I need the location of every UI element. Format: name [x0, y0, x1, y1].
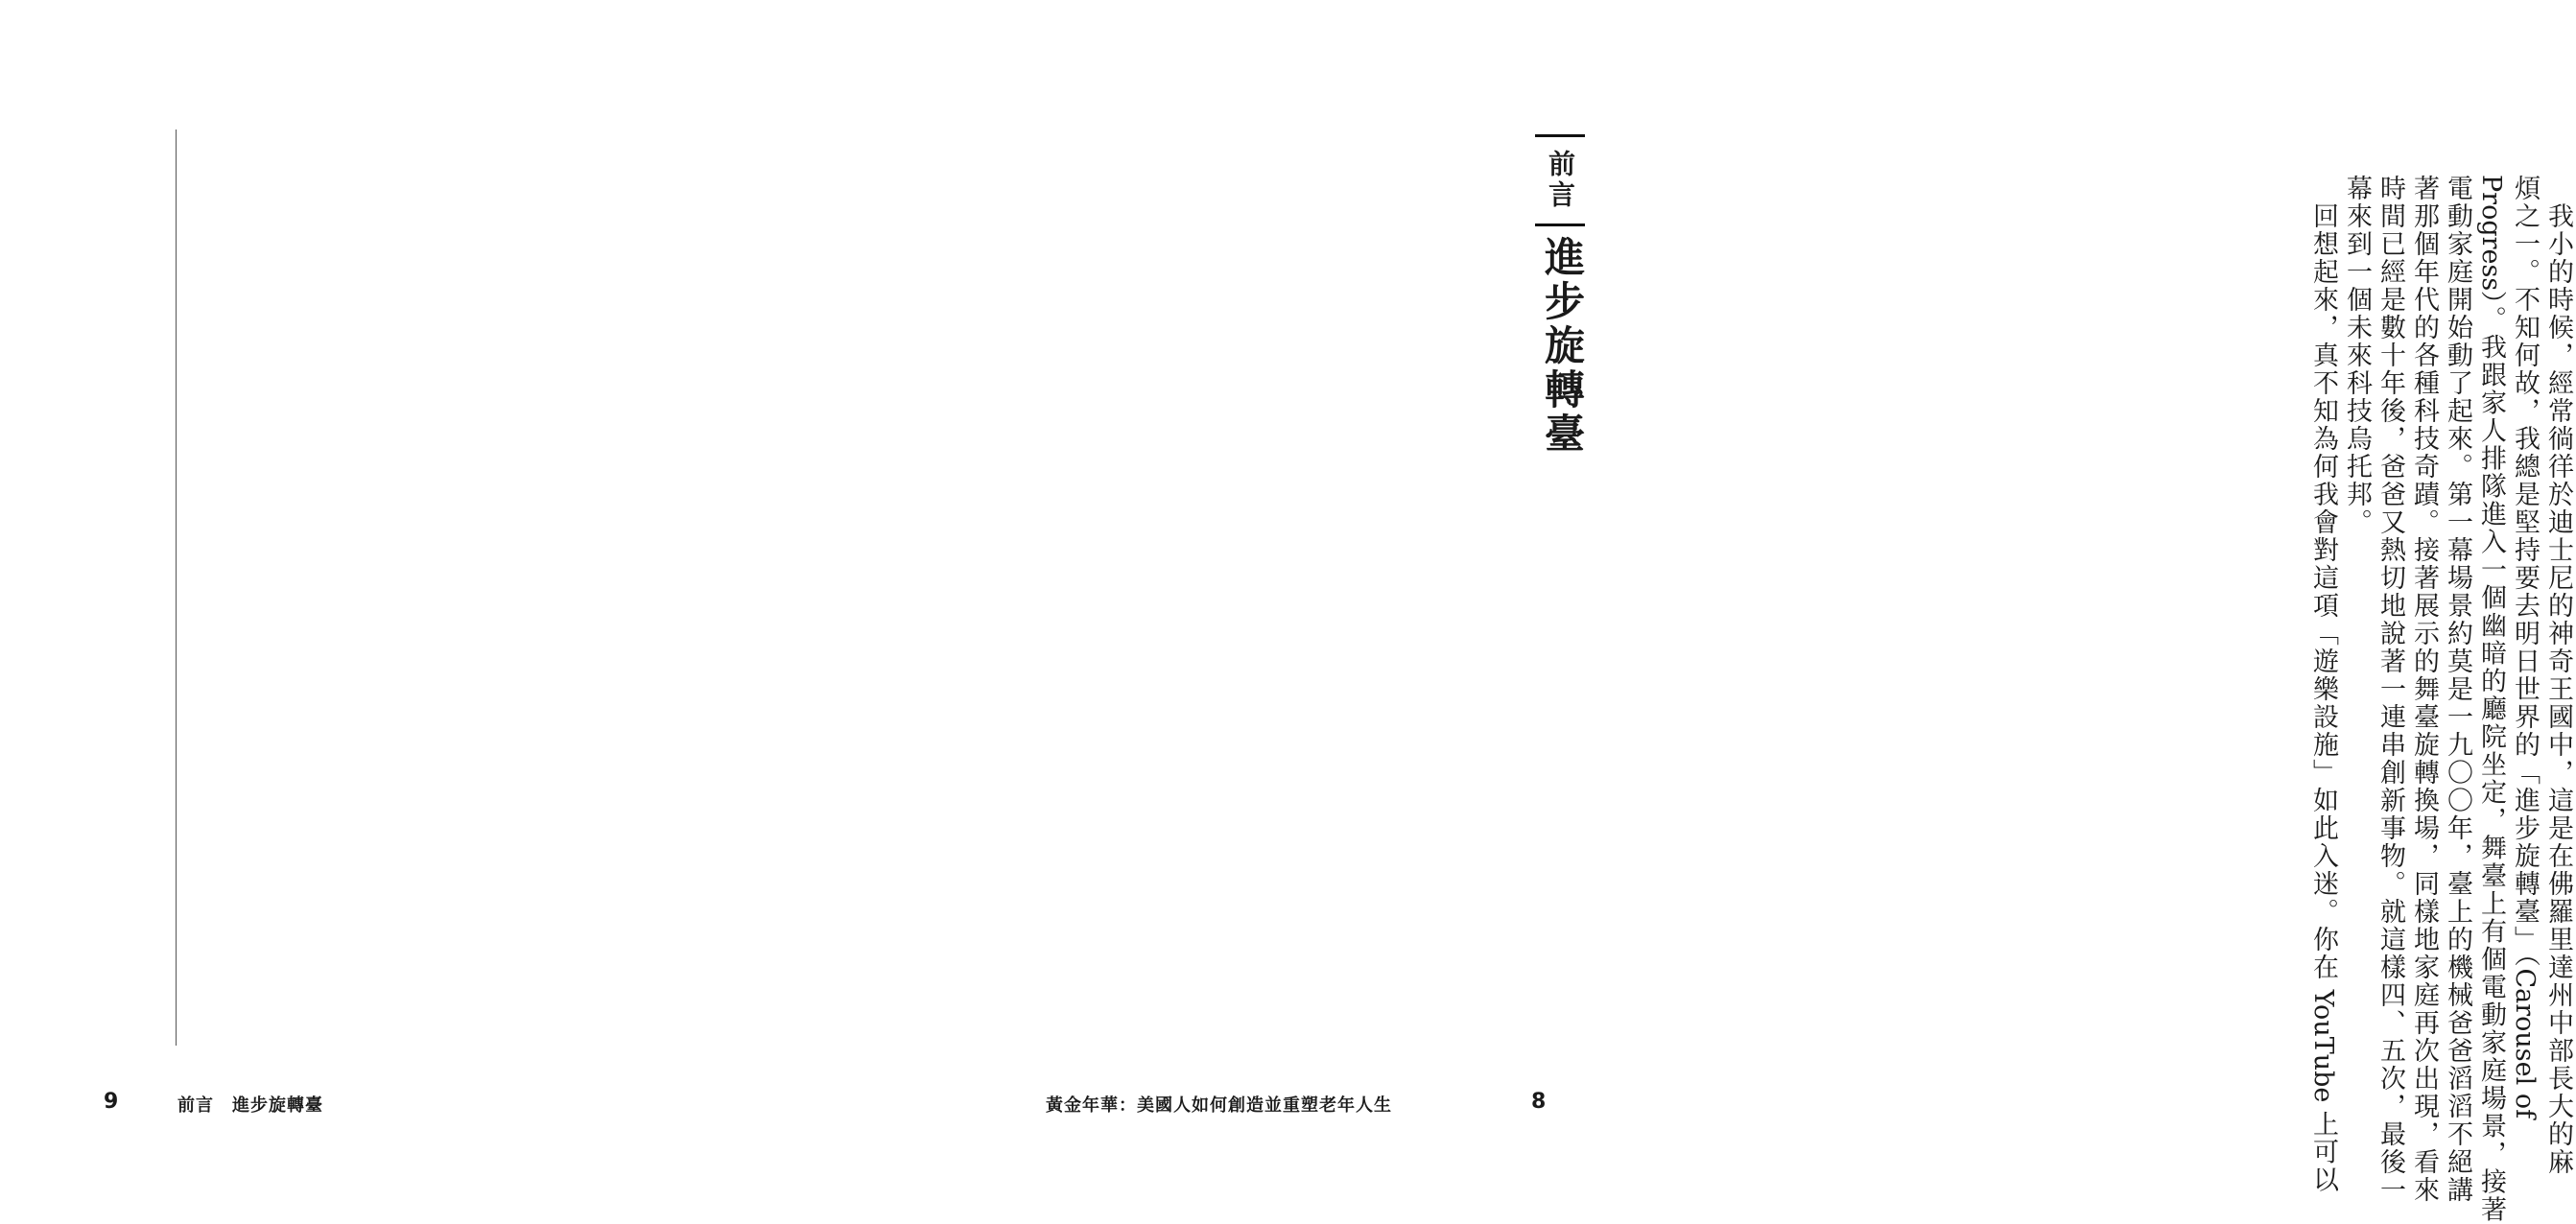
chapter-label: 前言 [1535, 134, 1585, 226]
page-number-9: 9 [104, 1090, 119, 1114]
page-8-column-4 [2440, 175, 2475, 1204]
page-number-8: 8 [1531, 1090, 1547, 1114]
page-8-column-5 [2406, 175, 2442, 1204]
footnote-divider [176, 129, 177, 1046]
page-8-column-2 [2507, 175, 2542, 1118]
latin-run: YouTube [2308, 981, 2338, 1111]
text-run: 時間已經是數十年後，爸爸又熱切地說著一連串創新事物。就這樣四、五次，最後一 [2375, 175, 2405, 1204]
latin-run: Progress [2476, 175, 2506, 292]
latin-run: Carousel of [2510, 968, 2540, 1119]
text-run: 著那個年代的各種科技奇蹟。接著展示的舞臺旋轉換場，同樣地家庭再次出現，看來 [2409, 175, 2439, 1204]
running-header-page-8: 黃金年華：美國人如何創造並重塑老年人生 [1046, 1095, 1392, 1116]
text-run: 煩之一。不知何故，我總是堅持要去明日世界的「進步旋轉臺」（ [2510, 175, 2540, 969]
text-run: 電動家庭開始動了起來。第一幕場景約莫是一九〇〇年，臺上的機械爸爸滔滔不絕講 [2443, 175, 2472, 1204]
page-8-column-6 [2373, 175, 2408, 1204]
text-run: 幕來到一個未來科技烏托邦。 [2342, 175, 2372, 536]
text-run: 回想起來，真不知為何我會對這項「遊樂設施」如此入迷。你在 [2308, 175, 2338, 981]
page-8-column-3 [2473, 175, 2509, 1224]
running-header-page-9: 前言 進步旋轉臺 [177, 1095, 323, 1116]
page-8-column-1 [2541, 175, 2576, 1176]
text-run: 我小的時候，經常徜徉於迪士尼的神奇王國中，這是在佛羅里達州中部長大的麻 [2543, 175, 2573, 1176]
text-run: 上可以 [2308, 1110, 2338, 1194]
text-run: ）。我跟家人排隊進入一個幽暗的廳院坐定，舞臺上有個電動家庭場景，接著 [2476, 291, 2506, 1224]
page-8-column-7 [2339, 175, 2375, 536]
page-8-column-8 [2305, 175, 2341, 1194]
chapter-title: 進步旋轉臺 [1539, 236, 1586, 457]
